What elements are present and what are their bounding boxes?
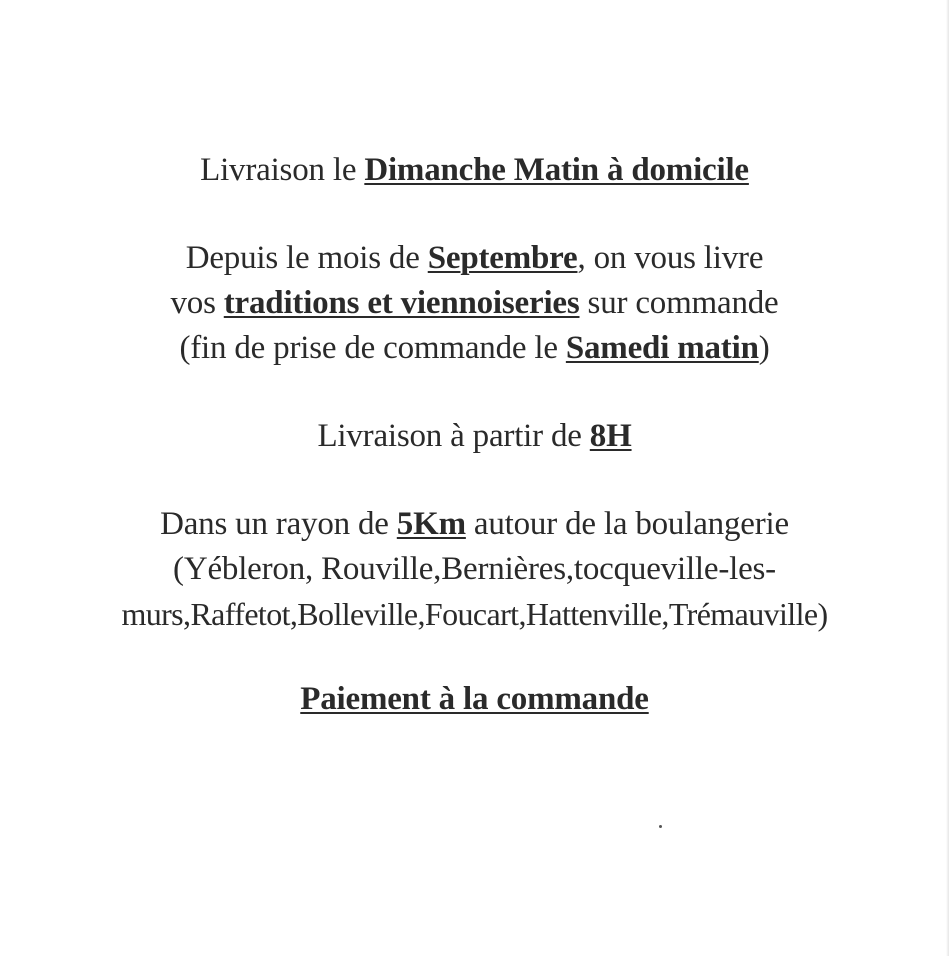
delivery-title-line — [0, 148, 949, 192]
delivery-title-prefix: Livraison le — [200, 152, 365, 188]
radius-towns-line-2: murs,Raffetot,Bolleville,Foucart,Hattenville,Trémauville) — [121, 596, 828, 632]
delivery-time-emphasis: 8H — [589, 418, 632, 454]
delivery-title-emphasis: Dimanche Matin à domicile — [364, 152, 749, 188]
since-line-3-prefix: (fin de prise de commande le — [179, 330, 566, 366]
products-emphasis: traditions et viennoiseries — [223, 285, 580, 321]
since-line-3 — [0, 326, 949, 370]
scan-speck — [659, 825, 662, 828]
since-month-emphasis: Septembre — [427, 240, 578, 276]
delivery-time-prefix: Livraison à partir de — [317, 418, 590, 454]
since-line-3-suffix: ) — [758, 330, 770, 366]
since-line-2 — [0, 281, 949, 325]
delivery-time-line — [0, 414, 949, 458]
radius-distance-emphasis: 5Km — [396, 506, 466, 542]
since-line-1-suffix: , on vous livre — [577, 240, 764, 276]
since-line-1-prefix: Depuis le mois de — [185, 240, 428, 276]
radius-line-1 — [0, 502, 949, 546]
payment-line — [0, 677, 949, 721]
since-line-1 — [0, 236, 949, 280]
since-line-2-prefix: vos — [170, 285, 224, 321]
payment-emphasis: Paiement à la commande — [300, 681, 649, 717]
radius-line-1-prefix: Dans un rayon de — [160, 506, 397, 542]
since-line-2-suffix: sur commande — [579, 285, 779, 321]
radius-towns-line-1: (Yébleron, Rouville,Bernières,tocqueville-les- — [173, 551, 776, 587]
radius-line-1-suffix: autour de la boulangerie — [465, 506, 789, 542]
order-deadline-emphasis: Samedi matin — [565, 330, 759, 366]
